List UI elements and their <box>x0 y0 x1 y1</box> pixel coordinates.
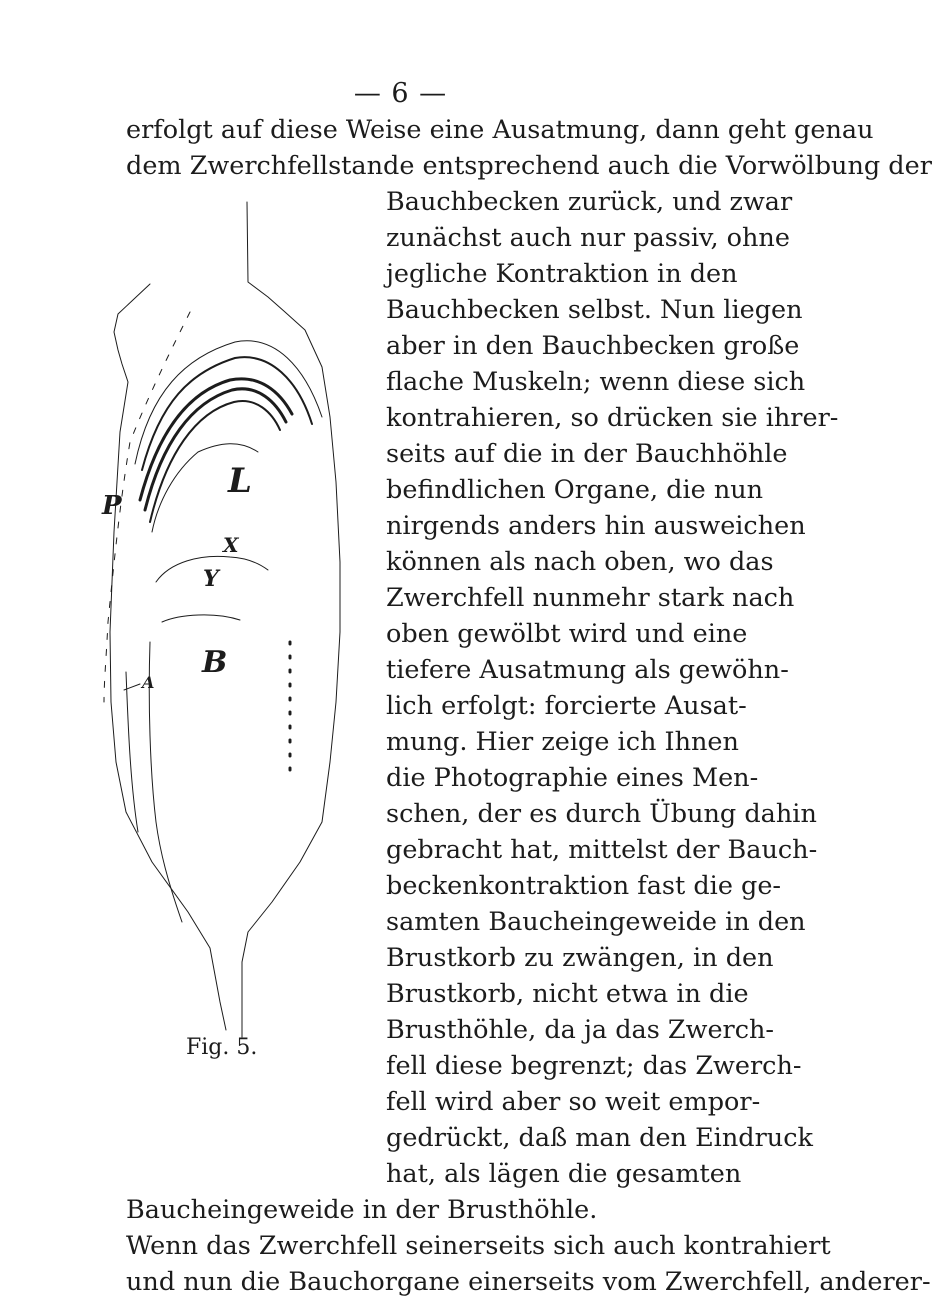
text-line: hat, als lägen die gesamten <box>386 1159 742 1189</box>
text-line: gebracht hat, mittelst der Bauch- <box>386 835 818 865</box>
inner-contour-3 <box>162 615 240 622</box>
text-line: seits auf die in der Bauchhöhle <box>386 439 788 469</box>
text-line: tiefere Ausatmung als gewöhn- <box>386 655 789 685</box>
text-line: Bauchbecken selbst. Nun liegen <box>386 295 803 325</box>
text-line: Brustkorb zu zwängen, in den <box>386 943 774 973</box>
text-line: erfolgt auf diese Weise eine Ausatmung, dann geht genau <box>126 115 874 145</box>
outer-outline-right <box>242 202 340 1037</box>
label-p: P <box>102 491 122 521</box>
text-line: beckenkontraktion fast die ge- <box>386 871 782 901</box>
text-line: jegliche Kontraktion in den <box>386 259 738 289</box>
text-line: Bauchbecken zurück, und zwar <box>386 187 793 217</box>
figure-5-diagram <box>90 202 360 1037</box>
diaphragm-band-c <box>150 401 280 522</box>
label-l: L <box>228 461 252 501</box>
text-line: dem Zwerchfellstande entsprechend auch die Vorwölbung der <box>126 151 932 181</box>
text-line: die Photographie eines Men- <box>386 763 759 793</box>
page-number: — 6 — <box>353 78 448 109</box>
text-line: Zwerchfell nunmehr stark nach <box>386 583 795 613</box>
text-line: fell diese begrenzt; das Zwerch- <box>386 1051 802 1081</box>
text-line: samten Baucheingeweide in den <box>386 907 806 937</box>
text-line: fell wird aber so weit empor- <box>386 1087 761 1117</box>
text-line: kontrahieren, so drücken sie ihrer- <box>386 403 839 433</box>
dome-outline-inner <box>142 357 312 470</box>
text-line: aber in den Bauchbecken große <box>386 331 800 361</box>
label-b: B <box>202 645 228 680</box>
text-line: Wenn das Zwerchfell seinerseits sich auch kontrahiert <box>126 1231 831 1261</box>
text-line: Baucheingeweide in der Brusthöhle. <box>126 1195 598 1225</box>
text-line: zunächst auch nur passiv, ohne <box>386 223 790 253</box>
text-line: und nun die Bauchorgane einerseits vom Zwerchfell, anderer- <box>126 1267 931 1297</box>
text-line: können als nach oben, wo das <box>386 547 774 577</box>
text-line: befindlichen Organe, die nun <box>386 475 764 505</box>
text-line: lich erfolgt: forcierte Ausat- <box>386 691 747 721</box>
label-x: X <box>223 533 239 557</box>
inner-contour-5 <box>126 672 138 832</box>
text-line: flache Muskeln; wenn diese sich <box>386 367 806 397</box>
text-line: nirgends anders hin ausweichen <box>386 511 806 541</box>
figure-caption: Fig. 5. <box>186 1035 258 1060</box>
text-line: schen, der es durch Übung dahin <box>386 799 817 829</box>
text-line: mung. Hier zeige ich Ihnen <box>386 727 739 757</box>
label-a: A <box>142 673 155 692</box>
text-line: oben gewölbt wird und eine <box>386 619 748 649</box>
text-line: gedrückt, daß man den Eindruck <box>386 1123 813 1153</box>
text-line: Brustkorb, nicht etwa in die <box>386 979 749 1009</box>
label-y: Y <box>203 566 219 592</box>
text-line: Brusthöhle, da ja das Zwerch- <box>386 1015 775 1045</box>
